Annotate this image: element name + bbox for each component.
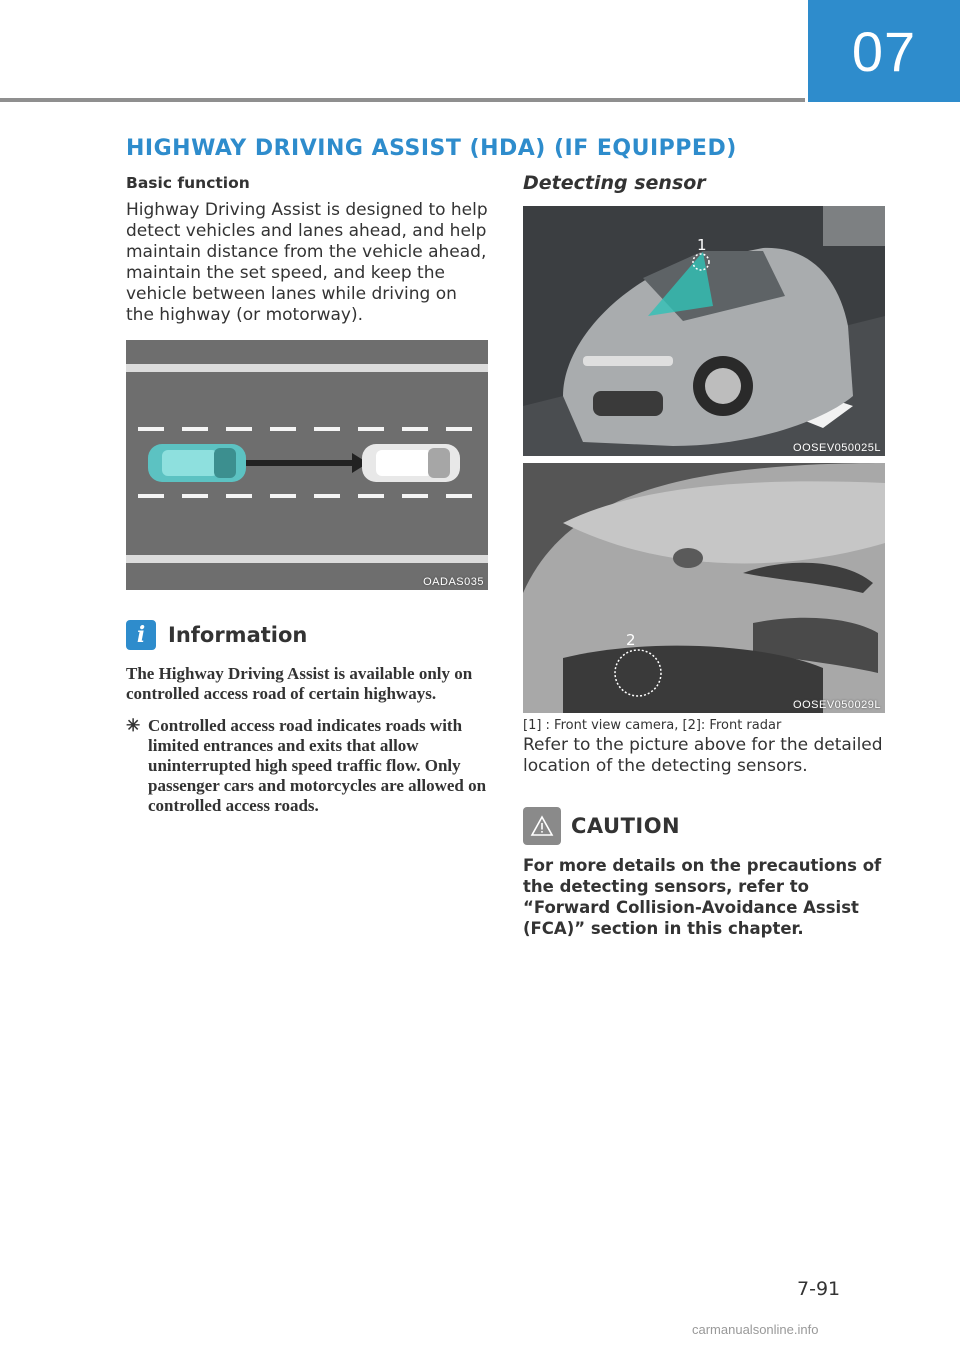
chapter-tab: [808, 0, 960, 102]
camera-location-graphic: [523, 206, 885, 456]
caution-text: For more details on the precautions of the detecting sensors, refer to “Forward Collision-Avoidance Assist (FCA)” section in this chapter.: [523, 856, 882, 938]
asterisk-icon: ✳: [126, 716, 141, 735]
information-note-text: Controlled access road indicates roads with limited entrances and exits that allow uninterrupted high speed traffic flow. Only passenger cars and motorcycles are allowed on controlled access roads.: [148, 716, 487, 815]
header-rule: [0, 98, 805, 102]
information-box: [126, 620, 488, 816]
information-note: [126, 716, 488, 816]
marker-2-label: 2: [626, 631, 636, 649]
host-vehicle-icon: [148, 444, 246, 482]
road-figure-code: OADAS035: [423, 576, 484, 588]
warning-triangle-icon: [523, 807, 561, 845]
info-icon: i: [126, 620, 156, 650]
watermark: carmanualsonline.info: [692, 1322, 819, 1337]
basic-function-heading: Basic function: [126, 174, 250, 192]
chapter-number: 07: [851, 19, 917, 83]
marker-1-label: 1: [697, 236, 707, 254]
information-title: Information: [168, 623, 308, 647]
page-number: 7-91: [797, 1278, 841, 1300]
caution-header: [523, 807, 885, 845]
information-text: The Highway Driving Assist is available only on controlled access road of certain highways.: [126, 664, 473, 703]
radar-location-graphic: [523, 463, 885, 713]
camera-location-photo: [523, 206, 885, 456]
right-column: [523, 172, 885, 939]
refer-text: Refer to the picture above for the detailed location of the detecting sensors.: [523, 735, 883, 776]
preceding-vehicle-icon: [362, 444, 460, 482]
basic-function-text: Highway Driving Assist is designed to help detect vehicles and lanes ahead, and help maintain distance from the vehicle ahead, maintain the set speed, and keep the vehicle between lanes while driving on the highway (or motorway).: [126, 200, 488, 325]
section-title: HIGHWAY DRIVING ASSIST (HDA) (IF EQUIPPED): [126, 136, 737, 161]
camera-figure-code: OOSEV050025L: [793, 442, 881, 454]
road-illustration: [126, 340, 488, 590]
radar-figure-code: OOSEV050029L: [793, 699, 881, 711]
left-column: [126, 174, 488, 816]
road-illustration-graphic: [126, 340, 488, 590]
information-header: [126, 620, 488, 650]
caution-title: CAUTION: [571, 814, 681, 838]
figure-caption: [1] : Front view camera, [2]: Front radar: [523, 718, 782, 733]
radar-location-photo: [523, 463, 885, 713]
caution-box: [523, 807, 885, 939]
detecting-sensor-heading: Detecting sensor: [523, 172, 706, 194]
